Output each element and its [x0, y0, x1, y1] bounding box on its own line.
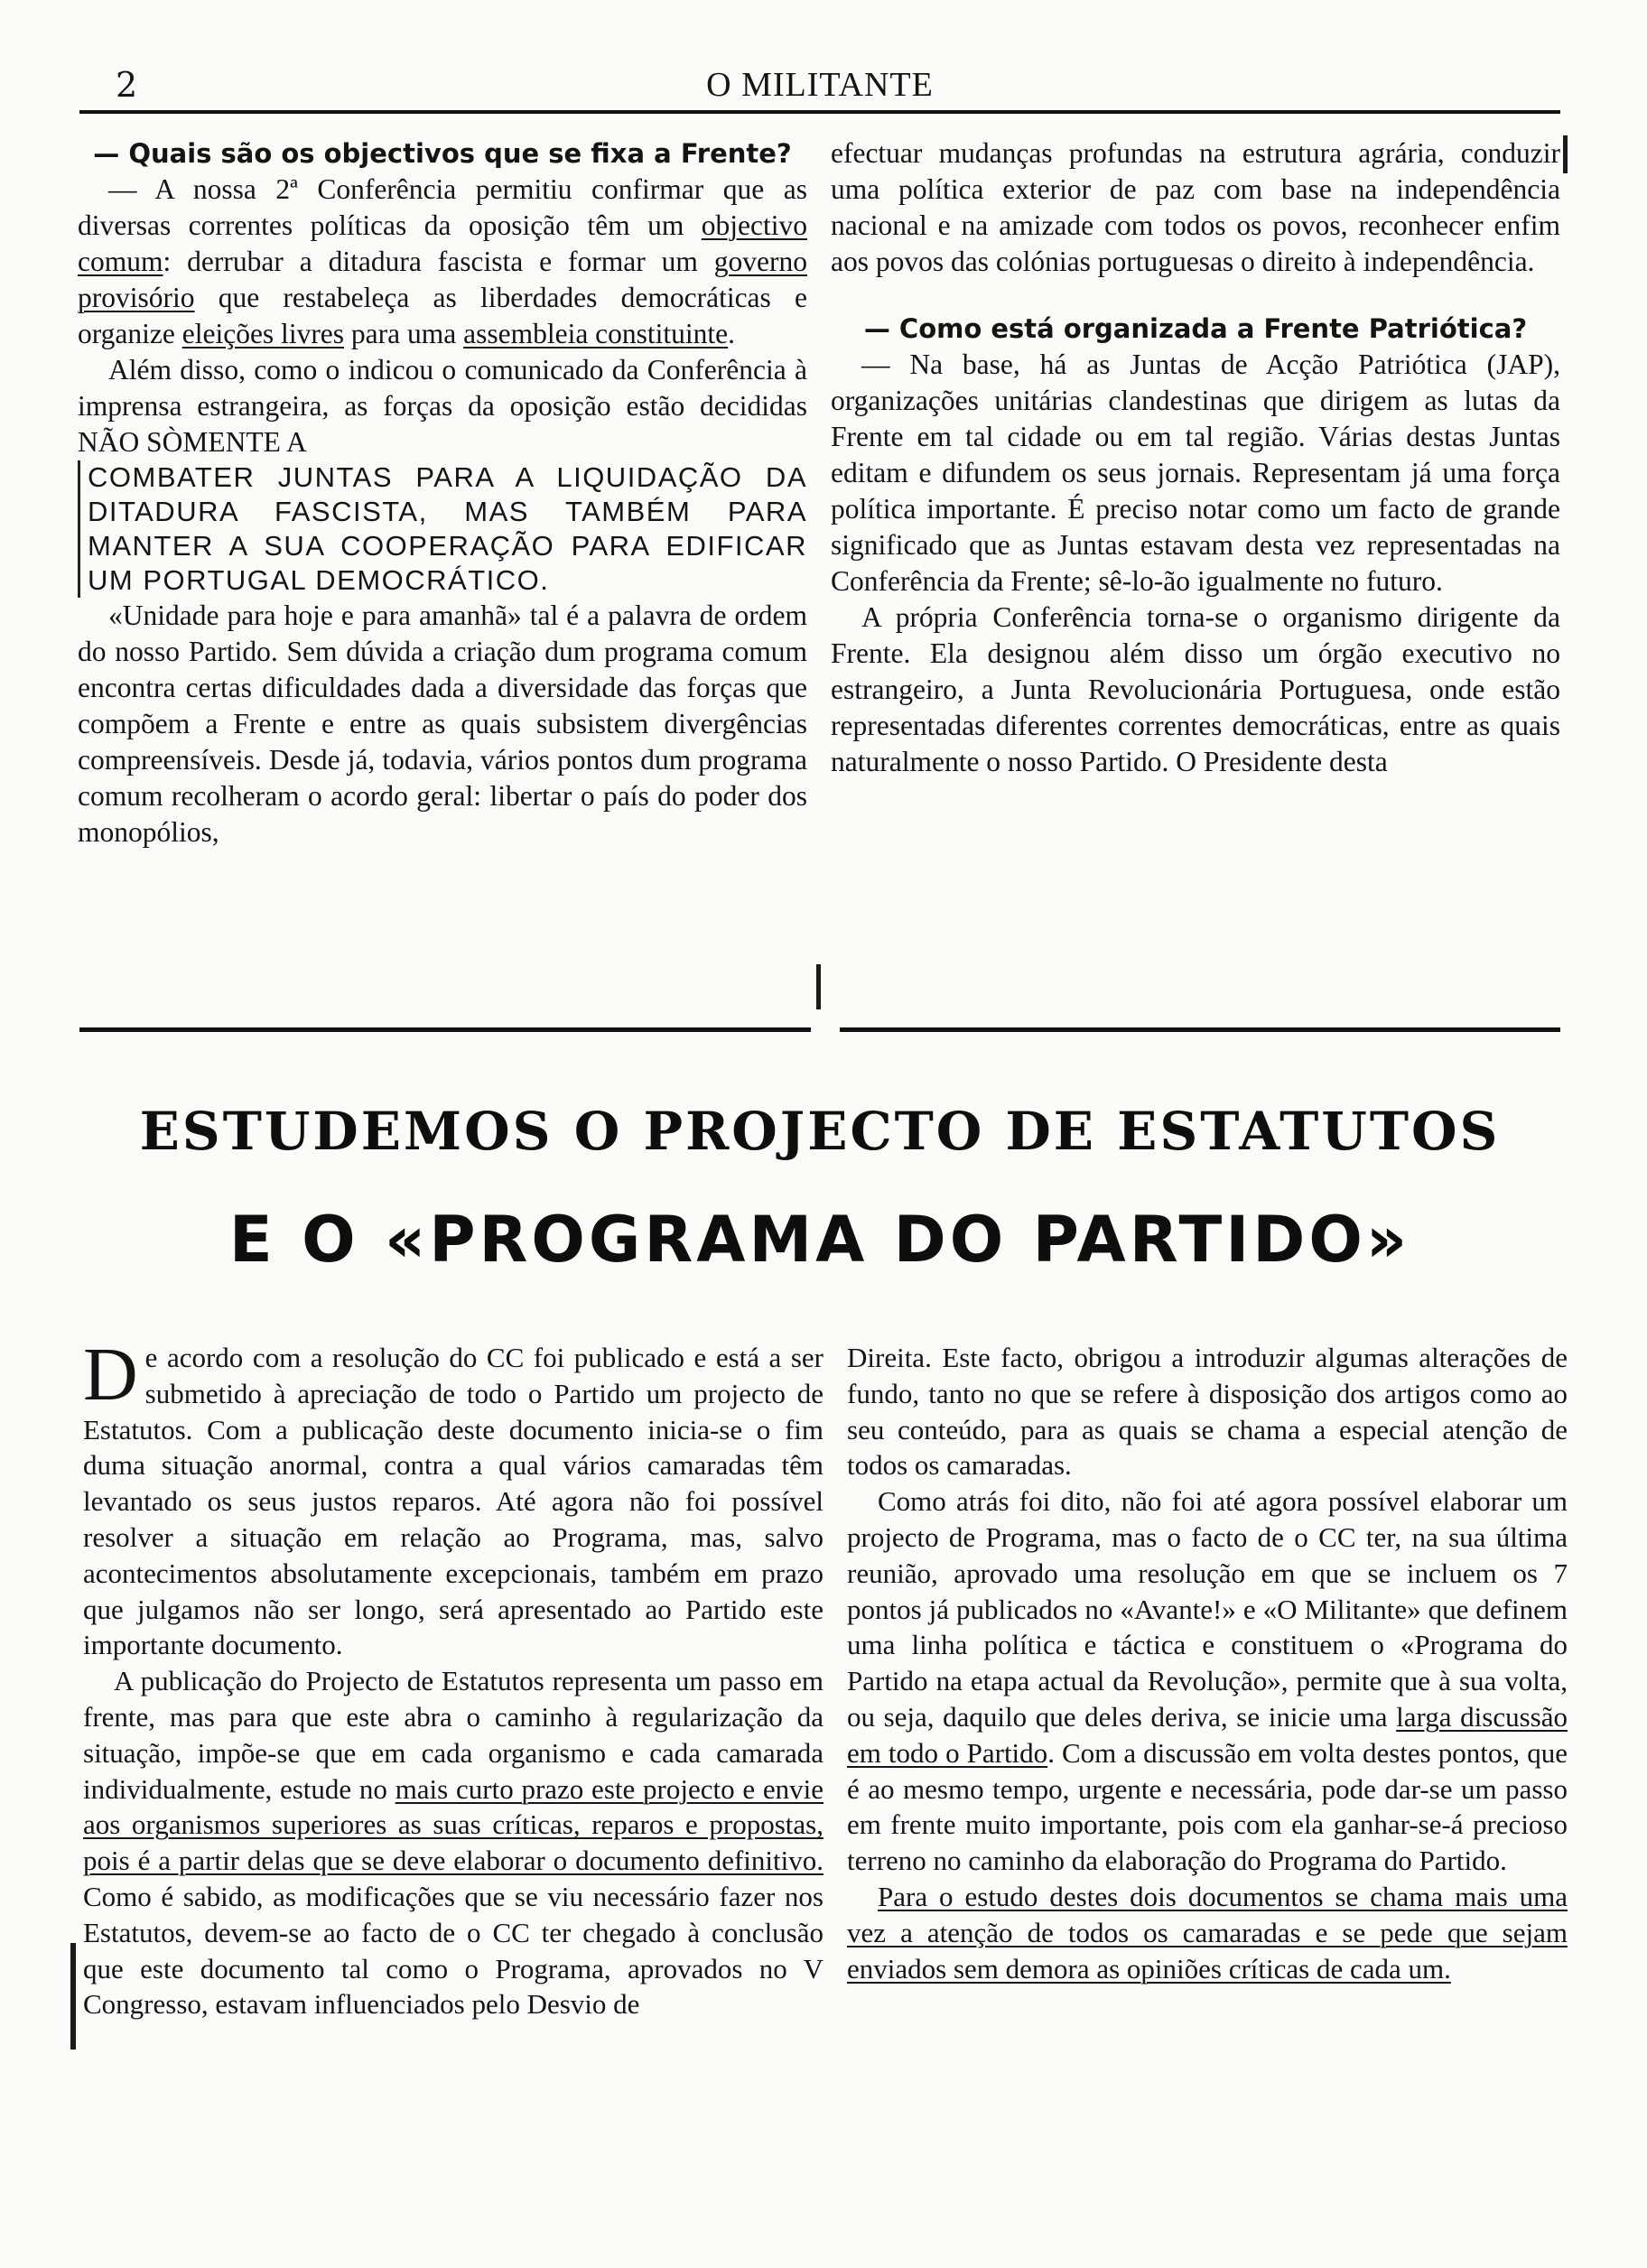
article-left-column — [83, 1333, 824, 2022]
article-right-column — [847, 1340, 1568, 1986]
margin-mark-left — [70, 1943, 76, 2050]
paragraph-objectives: — A nossa 2ª Conferência permitiu confirmar que as diversas correntes políticas da oposição têm um objectivo comum: derrubar a ditadura fascista e formar um governo provisório que restabeleça as liberdades democráticas e organize eleições livres para uma assembleia constituinte. — [78, 173, 807, 349]
section-rule-right — [840, 1027, 1560, 1032]
article-headline-line1: ESTUDEMOS O PROJECTO DE ESTATUTOS — [139, 1101, 1501, 1162]
page-header — [79, 63, 1560, 108]
margin-mark — [1563, 135, 1568, 173]
paragraph-publicacao: A publicação do Projecto de Estatutos representa um passo em frente, mas para que este abra o caminho à regularização da situação, impõe-se que em cada organismo e cada camarada individualmente, estude no mais curto prazo este projecto e envie aos organismos superiores as suas críticas, reparos e propostas, pois é a partir delas que se deve elaborar o documento definitivo. Como é sabido, as modificações que se viu necessário fazer nos Estatutos, devem-se ao facto de o CC ter chegado à conclusão que este documento tal como o Programa, aprovados no V Congresso, estavam influenciados pelo Desvio de — [83, 1665, 824, 2021]
question-objectives: — Quais são os objectivos que se fixa a Frente? — [93, 138, 792, 169]
underline-objectivo-comum: objectivo comum — [78, 209, 807, 277]
drop-cap: D — [83, 1333, 138, 1417]
publication-title: O MILITANTE — [706, 66, 934, 104]
underline-eleicoes-livres: eleições livres — [181, 318, 345, 349]
top-right-column — [831, 135, 1560, 780]
capitals-quote: COMBATER JUNTAS PARA A LIQUIDAÇÃO DA DITADURA FASCISTA, MAS TAMBÉM PARA MANTER A SUA COOPERAÇÃO PARA EDIFICAR UM PORTUGAL DEMOCRÁTICO. — [78, 460, 807, 598]
paragraph-estudo: Para o estudo destes dois documentos se chama mais uma vez a atenção de todos os camaradas e se pede que sejam enviados sem demora as opiniões críticas de cada um. — [847, 1880, 1568, 1984]
top-left-column — [78, 135, 807, 850]
paragraph-unidade: «Unidade para hoje e para amanhã» tal é a palavra de ordem do nosso Partido. Sem dúvida a criação dum programa comum encontra certas dificuldades dada a diversidade das forças que compõem a Frente e entre as quais subsistem divergências compreensíveis. Desde já, todavia, vários pontos dum programa comum recolheram o acordo geral: libertar o país do poder dos monopólios, — [78, 600, 807, 848]
paragraph-direita: Direita. Este facto, obrigou a introduzir algumas alterações de fundo, tanto no que se refere à disposição dos artigos como ao seu conteúdo, para as quais se chama a especial atenção de todos os camaradas. — [847, 1342, 1568, 1482]
paragraph-programa: Como atrás foi dito, não foi até agora possível elaborar um projecto de Programa, mas o facto de o CC ter, na sua última reunião, aprovado uma resolução em que se incluem os 7 pontos já publicados no «Avante!» e «O Militante» que definem uma linha política e táctica e constituem o «Programa do Partido na etapa actual da Revolução», permite que à sua volta, ou seja, daquilo que deles deriva, se inicie uma larga discussão em todo o Partido. Com a discussão em volta destes pontos, que é ao mesmo tempo, urgente e necessária, pode dar-se um passo em frente muito importante, pois com ela ganhar-se-á precioso terreno no caminho da elaboração do Programa do Partido. — [847, 1485, 1568, 1877]
underline-larga-discussao: larga discussão em todo o Partido — [847, 1700, 1568, 1769]
header-rule — [79, 110, 1560, 114]
article-headline-line2: E O «PROGRAMA DO PARTIDO» — [228, 1203, 1411, 1277]
page-number: 2 — [116, 65, 138, 105]
paragraph-conference: A própria Conferência torna-se o organismo dirigente da Frente. Ela designou além disso um órgão executivo no estrangeiro, a Junta Revolucionária Portuguesa, onde estão representadas diferentes correntes democráticas, entre as quais naturalmente o nosso Partido. O Presidente desta — [831, 601, 1560, 777]
paragraph-continuation: efectuar mudanças profundas na estrutura agrária, conduzir uma política exterior de paz com base na independência nacional e na amizade com todos os povos, reconhecer enfim aos povos das colónias portuguesas o direito à independência. — [831, 137, 1560, 277]
column-mark — [816, 964, 821, 1009]
underline-prazo: mais curto prazo este projecto e envie aos organismos superiores as suas críticas, reparos e propostas, pois é a partir delas que se deve elaborar o documento definitivo. — [83, 1772, 824, 1877]
underline-assembleia-constituinte: assembleia constituinte — [463, 318, 729, 349]
section-rule-left — [79, 1027, 811, 1032]
paragraph-conference-press: Além disso, como o indicou o comunicado da Conferência à imprensa estrangeira, as forças da oposição estão decididas NÃO SÒMENTE A — [78, 354, 807, 458]
paragraph-intro: De acordo com a resolução do CC foi publicado e está a ser submetido à apreciação de todo o Partido um projecto de Estatutos. Com a publicação deste documento inicia-se o fim duma situação anormal, contra a qual vários camaradas têm levantado os seus justos reparos. Até agora não foi possível resolver a situação em relação ao Programa, mas, salvo acontecimentos absolutamente excepcionais, também em prazo que julgamos não ser longo, será apresentado ao Partido este importante documento. — [83, 1333, 824, 1661]
underline-governo-provisorio: governo provisório — [78, 246, 807, 313]
question-organization: — Como está organizada a Frente Patriótica? — [863, 313, 1528, 344]
paragraph-juntas: — Na base, há as Juntas de Acção Patriótica (JAP), organizações unitárias clandestinas que dirigem as lutas da Frente em tal cidade ou em tal região. Várias destas Juntas editam e difundem os seus jornais. Representam já uma força política importante. É preciso notar como um facto de grande significado que as Juntas estavam desta vez representadas na Conferência da Frente; sê-lo-ão igualmente no futuro. — [831, 349, 1560, 597]
